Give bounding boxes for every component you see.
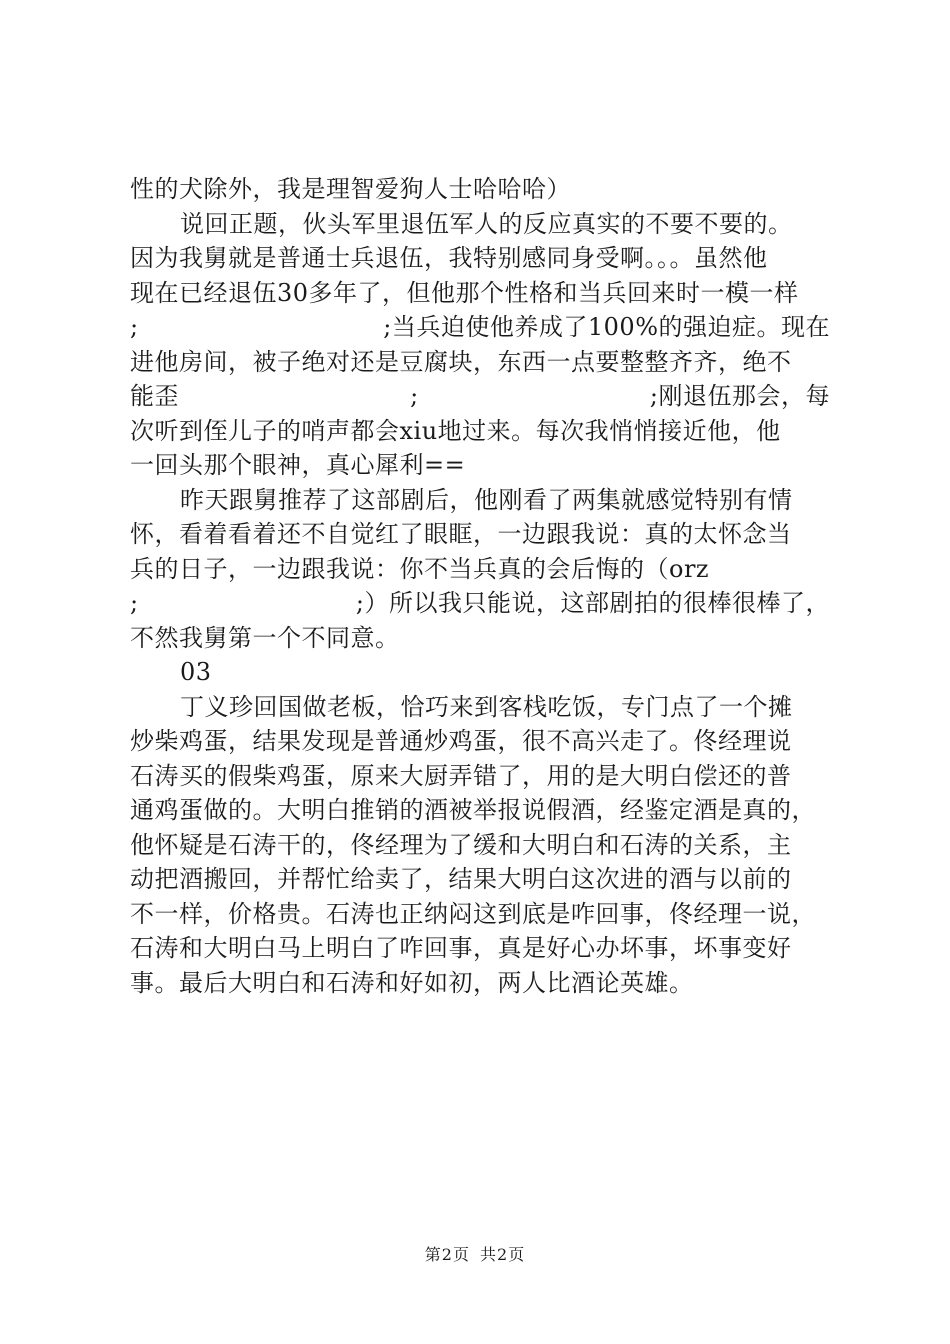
text-line: 事。最后大明白和石涛和好如初，两人比酒论英雄。 — [130, 968, 694, 997]
text-line: 昨天跟舅推荐了这部剧后，他刚看了两集就感觉特别有情 — [180, 485, 793, 514]
text-line: 不然我舅第一个不同意。 — [130, 623, 400, 652]
text-line: 说回正题，伙头军里退伍军人的反应真实的不要不要的。 — [180, 209, 793, 238]
text-line: 石涛和大明白马上明白了咋回事，真是好心办坏事，坏事变好 — [130, 934, 792, 962]
text-line: 怀，看着看着还不自觉红了眼眶，一边跟我说：真的太怀念当 — [130, 520, 792, 548]
text-line: 因为我舅就是普通士兵退伍，我特别感同身受啊。。。虽然他 — [130, 244, 768, 272]
text-line: 现在已经退伍30多年了，但他那个性格和当兵回来时一模一样 — [130, 278, 799, 307]
text-line: 兵的日子，一边跟我说：你不当兵真的会后悔的（orz — [130, 554, 710, 583]
text-line: 次听到侄儿子的哨声都会xiu地过来。每次我悄悄接近他，他 — [130, 416, 781, 445]
text-line: 通鸡蛋做的。大明白推销的酒被举报说假酒，经鉴定酒是真的， — [130, 796, 816, 824]
text-fragment: 能歪 — [130, 382, 179, 410]
text-line: 炒柴鸡蛋，结果发现是普通炒鸡蛋，很不高兴走了。佟经理说 — [130, 727, 792, 755]
text-line: 丁义珍回国做老板，恰巧来到客栈吃饭，专门点了一个摊 — [180, 692, 793, 721]
text-line: 石涛买的假柴鸡蛋，原来大厨弄错了，用的是大明白偿还的普 — [130, 761, 792, 790]
page-footer — [0, 1242, 950, 1265]
text-fragment: ; — [130, 313, 139, 341]
text-line: 他怀疑是石涛干的，佟经理为了缓和大明白和石涛的关系，主 — [130, 830, 792, 859]
page-number: 第2页 — [424, 1245, 470, 1264]
text-fragment: ;刚退伍那会，每 — [649, 382, 830, 410]
section-number: 03 — [180, 658, 212, 686]
text-fragment: ;）所以我只能说，这部剧拍的很棒很棒了， — [355, 589, 830, 617]
text-fragment: ;当兵迫使他养成了100%的强迫症。现在 — [383, 313, 830, 341]
text-line: 性的犬除外，我是理智爱狗人士哈哈哈） — [130, 175, 571, 203]
text-line: 一回头那个眼神，真心犀利== — [130, 451, 466, 479]
text-line — [130, 310, 830, 345]
text-line — [130, 379, 830, 414]
text-line — [130, 586, 830, 621]
document-body — [130, 172, 830, 1000]
text-line: 不一样，价格贵。石涛也正纳闷这到底是咋回事，佟经理一说， — [130, 899, 816, 928]
text-fragment: ; — [410, 382, 419, 410]
text-line: 动把酒搬回，并帮忙给卖了，结果大明白这次进的酒与以前的 — [130, 865, 792, 893]
page-total: 共2页 — [480, 1245, 526, 1264]
text-line: 进他房间，被子绝对还是豆腐块，东西一点要整整齐齐，绝不 — [130, 347, 792, 376]
text-fragment: ; — [130, 589, 139, 617]
